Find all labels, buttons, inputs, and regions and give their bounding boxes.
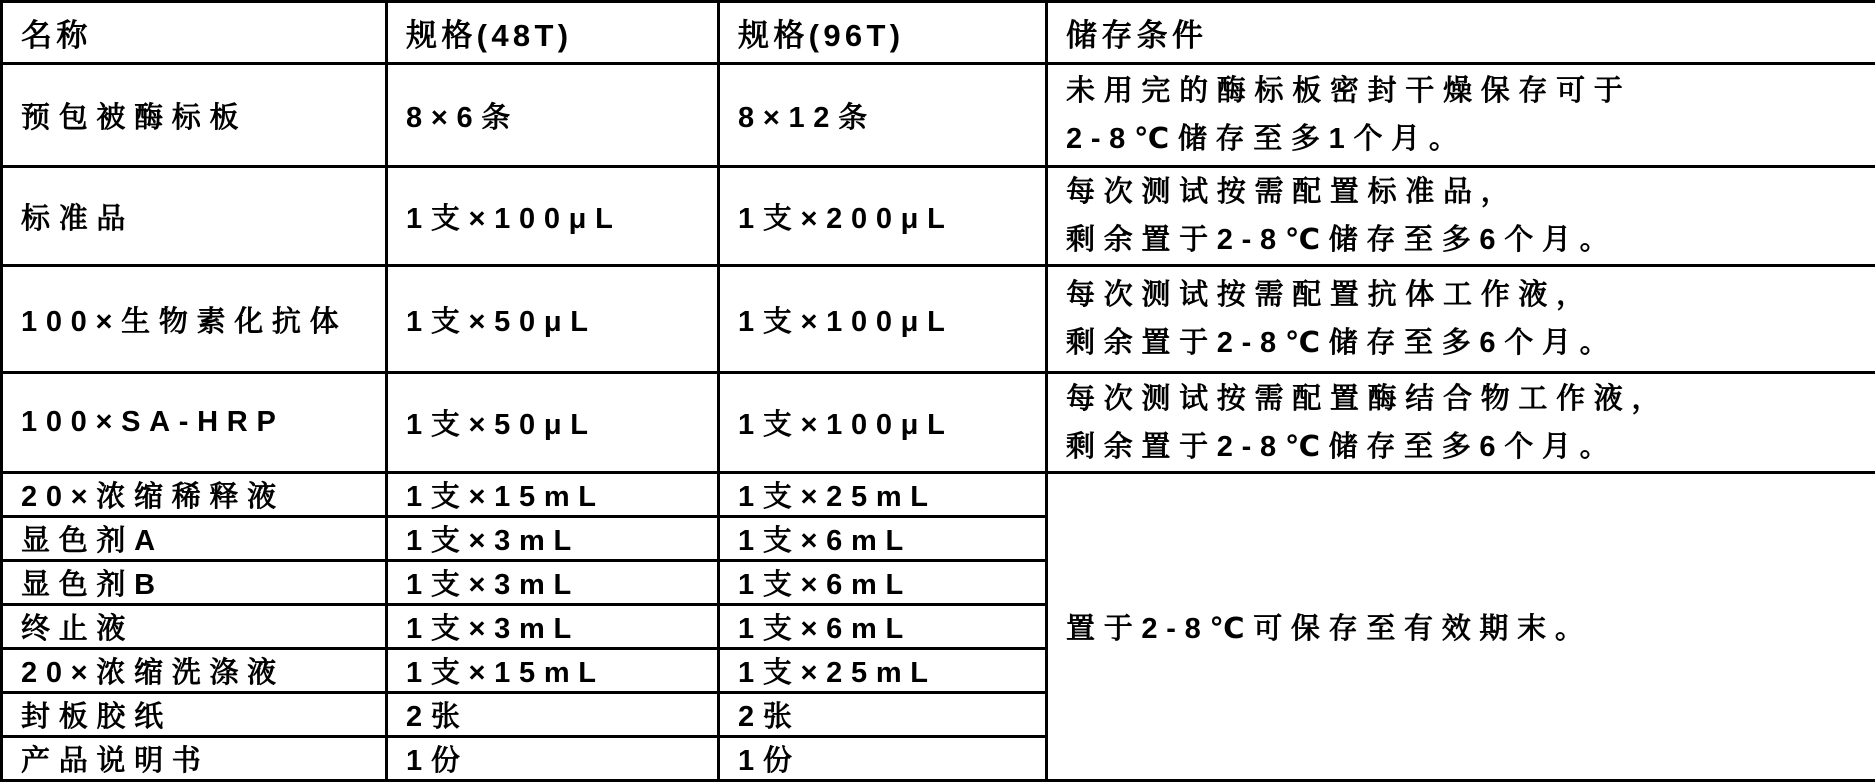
spec-96t: 2张	[719, 693, 1047, 737]
spec-48t: 1支×100μL	[387, 167, 719, 266]
spec-96t: 1支×100μL	[719, 373, 1047, 473]
storage-line-2: 剩余置于2-8℃储存至多6个月。	[1066, 319, 1875, 367]
component-name: 100×生物素化抗体	[2, 266, 387, 373]
spec-48t: 1支×50μL	[387, 373, 719, 473]
storage-line-1: 每次测试按需配置标准品，	[1066, 168, 1875, 216]
spec-96t: 1支×25mL	[719, 473, 1047, 517]
storage-condition-merged: 置于2-8℃可保存至有效期末。	[1047, 473, 1875, 781]
spec-96t: 1支×6mL	[719, 605, 1047, 649]
component-name: 标准品	[2, 167, 387, 266]
header-storage: 储存条件	[1047, 2, 1875, 64]
spec-96t: 8×12条	[719, 64, 1047, 167]
storage-line-2: 剩余置于2-8℃储存至多6个月。	[1066, 423, 1875, 471]
spec-48t: 8×6条	[387, 64, 719, 167]
spec-48t: 1份	[387, 737, 719, 781]
spec-48t: 1支×3mL	[387, 517, 719, 561]
header-name: 名称	[2, 2, 387, 64]
storage-condition	[1047, 167, 1875, 266]
spec-96t: 1支×25mL	[719, 649, 1047, 693]
storage-line-2: 剩余置于2-8℃储存至多6个月。	[1066, 216, 1875, 264]
component-name: 显色剂B	[2, 561, 387, 605]
table-row	[2, 473, 1875, 517]
spec-48t: 1支×3mL	[387, 605, 719, 649]
component-name: 封板胶纸	[2, 693, 387, 737]
spec-48t: 1支×50μL	[387, 266, 719, 373]
storage-condition	[1047, 266, 1875, 373]
storage-condition	[1047, 373, 1875, 473]
header-row	[2, 2, 1875, 64]
header-spec48: 规格(48T)	[387, 2, 719, 64]
storage-line-1: 每次测试按需配置抗体工作液，	[1066, 271, 1875, 319]
component-name: 终止液	[2, 605, 387, 649]
spec-96t: 1份	[719, 737, 1047, 781]
table-row	[2, 266, 1875, 373]
spec-48t: 2张	[387, 693, 719, 737]
spec-48t: 1支×3mL	[387, 561, 719, 605]
table-row	[2, 167, 1875, 266]
storage-line-1: 每次测试按需配置酶结合物工作液，	[1066, 375, 1875, 423]
component-name: 20×浓缩稀释液	[2, 473, 387, 517]
spec-96t: 1支×6mL	[719, 517, 1047, 561]
component-name: 显色剂A	[2, 517, 387, 561]
spec-96t: 1支×200μL	[719, 167, 1047, 266]
storage-line-2: 2-8℃储存至多1个月。	[1066, 115, 1875, 163]
spec-96t: 1支×100μL	[719, 266, 1047, 373]
spec-96t: 1支×6mL	[719, 561, 1047, 605]
storage-condition	[1047, 64, 1875, 167]
spec-48t: 1支×15mL	[387, 473, 719, 517]
table-row	[2, 373, 1875, 473]
spec-48t: 1支×15mL	[387, 649, 719, 693]
header-spec96: 规格(96T)	[719, 2, 1047, 64]
component-name: 100×SA-HRP	[2, 373, 387, 473]
storage-line-1: 未用完的酶标板密封干燥保存可于	[1066, 67, 1875, 115]
component-name: 20×浓缩洗涤液	[2, 649, 387, 693]
table-row	[2, 64, 1875, 167]
component-name: 预包被酶标板	[2, 64, 387, 167]
component-name: 产品说明书	[2, 737, 387, 781]
